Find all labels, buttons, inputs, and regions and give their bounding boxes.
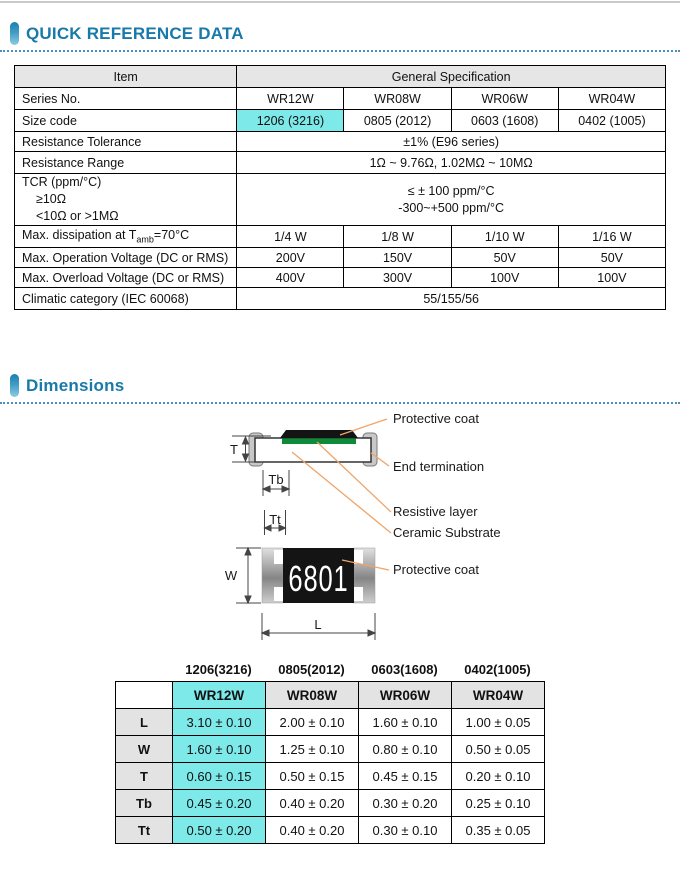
plating-notch [354, 550, 363, 564]
highlighted-cell: 0.50 ± 0.20 [173, 817, 266, 844]
quick-reference-table [14, 65, 666, 310]
callout-labels [393, 411, 501, 577]
table-cell: 0.50 ± 0.05 [452, 736, 545, 763]
size-code-row [172, 657, 544, 681]
table-cell: WR12W [237, 88, 344, 110]
column-header: WR04W [452, 682, 545, 709]
dim-row-Tb [116, 790, 545, 817]
highlighted-cell: 0.60 ± 0.15 [173, 763, 266, 790]
row-label: Resistance Tolerance [15, 132, 237, 152]
tcr-condition-2: <10Ω or >1MΩ [36, 209, 119, 223]
spec-header-general: General Specification [237, 66, 666, 88]
table-cell: WR08W [344, 88, 451, 110]
highlighted-cell: 1.60 ± 0.10 [173, 736, 266, 763]
table-cell: 2.00 ± 0.10 [266, 709, 359, 736]
table-cell: 0.30 ± 0.20 [359, 790, 452, 817]
table-cell: 0.40 ± 0.20 [266, 790, 359, 817]
label-ceramic-substrate: Ceramic Substrate [393, 525, 501, 540]
row-label: T [116, 763, 173, 790]
spec-header-row [15, 66, 666, 88]
plating-notch [274, 550, 283, 564]
dim-header-row [116, 682, 545, 709]
spec-row-overload-voltage [15, 268, 666, 288]
table-cell: 200V [237, 248, 344, 268]
table-cell: 0402 (1005) [558, 110, 665, 132]
table-cell: 300V [344, 268, 451, 288]
row-label: Tt [116, 817, 173, 844]
label-resistive-layer: Resistive layer [393, 504, 478, 519]
tcr-value-1: ≤ ± 100 ppm/°C [407, 183, 495, 198]
protective-coat-shape [280, 430, 358, 438]
table-cell: 0.80 ± 0.10 [359, 736, 452, 763]
table-cell: ±1% (E96 series) [237, 132, 666, 152]
label-end-termination: End termination [393, 459, 485, 474]
table-cell: 1.25 ± 0.10 [266, 736, 359, 763]
plating-notch [274, 587, 283, 601]
size-code: 0805(2012) [278, 661, 345, 677]
spec-row-operation-voltage [15, 248, 666, 268]
dim-label-Tt: Tt [269, 512, 281, 527]
table-cell: 0.50 ± 0.15 [266, 763, 359, 790]
dim-row-T [116, 763, 545, 790]
table-cell: 1/8 W [344, 226, 451, 248]
dim-W [236, 548, 261, 603]
table-cell: 0.25 ± 0.10 [452, 790, 545, 817]
spec-row-climatic [15, 288, 666, 310]
row-label: L [116, 709, 173, 736]
tcr-value-2: -300~+500 ppm/°C [398, 200, 505, 215]
dimensions-table [115, 681, 545, 844]
row-label: Max. Overload Voltage (DC or RMS) [15, 268, 237, 288]
size-code: 0603(1608) [371, 661, 438, 677]
dim-label-W: W [224, 568, 238, 583]
highlighted-cell: 1206 (3216) [237, 110, 344, 132]
label-text: Max. dissipation at T [22, 228, 137, 243]
table-cell: 100V [558, 268, 665, 288]
spec-header-item: Item [15, 66, 237, 88]
row-label: Series No. [15, 88, 237, 110]
dim-label-Tb: Tb [268, 472, 284, 487]
section-bar-icon [10, 22, 19, 45]
table-cell: WR04W [558, 88, 665, 110]
spec-row-range [15, 152, 666, 174]
dotted-divider [0, 402, 680, 404]
table-cell: 1/10 W [451, 226, 558, 248]
row-label: Max. Operation Voltage (DC or RMS) [15, 248, 237, 268]
table-cell: 1.00 ± 0.05 [452, 709, 545, 736]
spec-row-tcr [15, 174, 666, 226]
spec-row-tolerance [15, 132, 666, 152]
table-cell: 0.20 ± 0.10 [452, 763, 545, 790]
label-subscript: amb [136, 234, 154, 245]
table-cell [237, 174, 666, 226]
top-view [262, 548, 375, 603]
table-cell: 100V [451, 268, 558, 288]
spec-row-series [15, 88, 666, 110]
dimensions-table-block [115, 657, 544, 844]
table-cell: 0.45 ± 0.15 [359, 763, 452, 790]
table-cell: 55/155/56 [237, 288, 666, 310]
table-cell: 50V [558, 248, 665, 268]
column-header: WR06W [359, 682, 452, 709]
row-label: Climatic category (IEC 60068) [15, 288, 237, 310]
table-cell: 0.40 ± 0.20 [266, 817, 359, 844]
label-text: =70°C [153, 228, 190, 243]
spec-row-size-code [15, 110, 666, 132]
spec-row-dissipation [15, 226, 666, 248]
plating-notch [354, 587, 363, 601]
dim-label-L: L [314, 617, 322, 632]
table-cell: 1.60 ± 0.10 [359, 709, 452, 736]
row-label: Tb [116, 790, 173, 817]
highlighted-cell: 3.10 ± 0.10 [173, 709, 266, 736]
highlighted-cell: 0.45 ± 0.20 [173, 790, 266, 817]
section-title: QUICK REFERENCE DATA [26, 23, 244, 43]
label-protective-coat-side: Protective coat [393, 411, 479, 426]
label-protective-coat-top: Protective coat [393, 562, 479, 577]
size-code: 1206(3216) [185, 661, 252, 677]
row-label [15, 226, 237, 248]
table-cell: 1/4 W [237, 226, 344, 248]
table-cell: 400V [237, 268, 344, 288]
section-title: Dimensions [26, 375, 125, 395]
tcr-condition-1: ≥10Ω [36, 192, 67, 206]
dimensions-diagram [0, 408, 680, 658]
resistor-marking: 6801 [288, 558, 349, 600]
dimensions-header [10, 374, 124, 397]
table-cell: 1/16 W [558, 226, 665, 248]
side-view [249, 430, 377, 466]
table-cell: WR06W [451, 88, 558, 110]
row-label: W [116, 736, 173, 763]
column-header: WR12W [173, 682, 266, 709]
dim-row-Tt [116, 817, 545, 844]
column-header: WR08W [266, 682, 359, 709]
corner-cell [116, 682, 173, 709]
section-bar-icon [10, 374, 19, 397]
dim-label-T: T [230, 442, 238, 457]
dim-row-L [116, 709, 545, 736]
table-cell: 0603 (1608) [451, 110, 558, 132]
row-label: Resistance Range [15, 152, 237, 174]
row-label [15, 174, 237, 226]
table-cell: 50V [451, 248, 558, 268]
size-code: 0402(1005) [464, 661, 531, 677]
quick-reference-header [10, 22, 244, 45]
tcr-title: TCR (ppm/°C) [22, 175, 102, 189]
row-label: Size code [15, 110, 237, 132]
table-cell: 0.35 ± 0.05 [452, 817, 545, 844]
page-top-rule [0, 1, 680, 3]
table-cell: 150V [344, 248, 451, 268]
table-cell: 0.30 ± 0.10 [359, 817, 452, 844]
table-cell: 0805 (2012) [344, 110, 451, 132]
dim-row-W [116, 736, 545, 763]
dotted-divider [0, 50, 680, 52]
table-cell: 1Ω ~ 9.76Ω, 1.02MΩ ~ 10MΩ [237, 152, 666, 174]
